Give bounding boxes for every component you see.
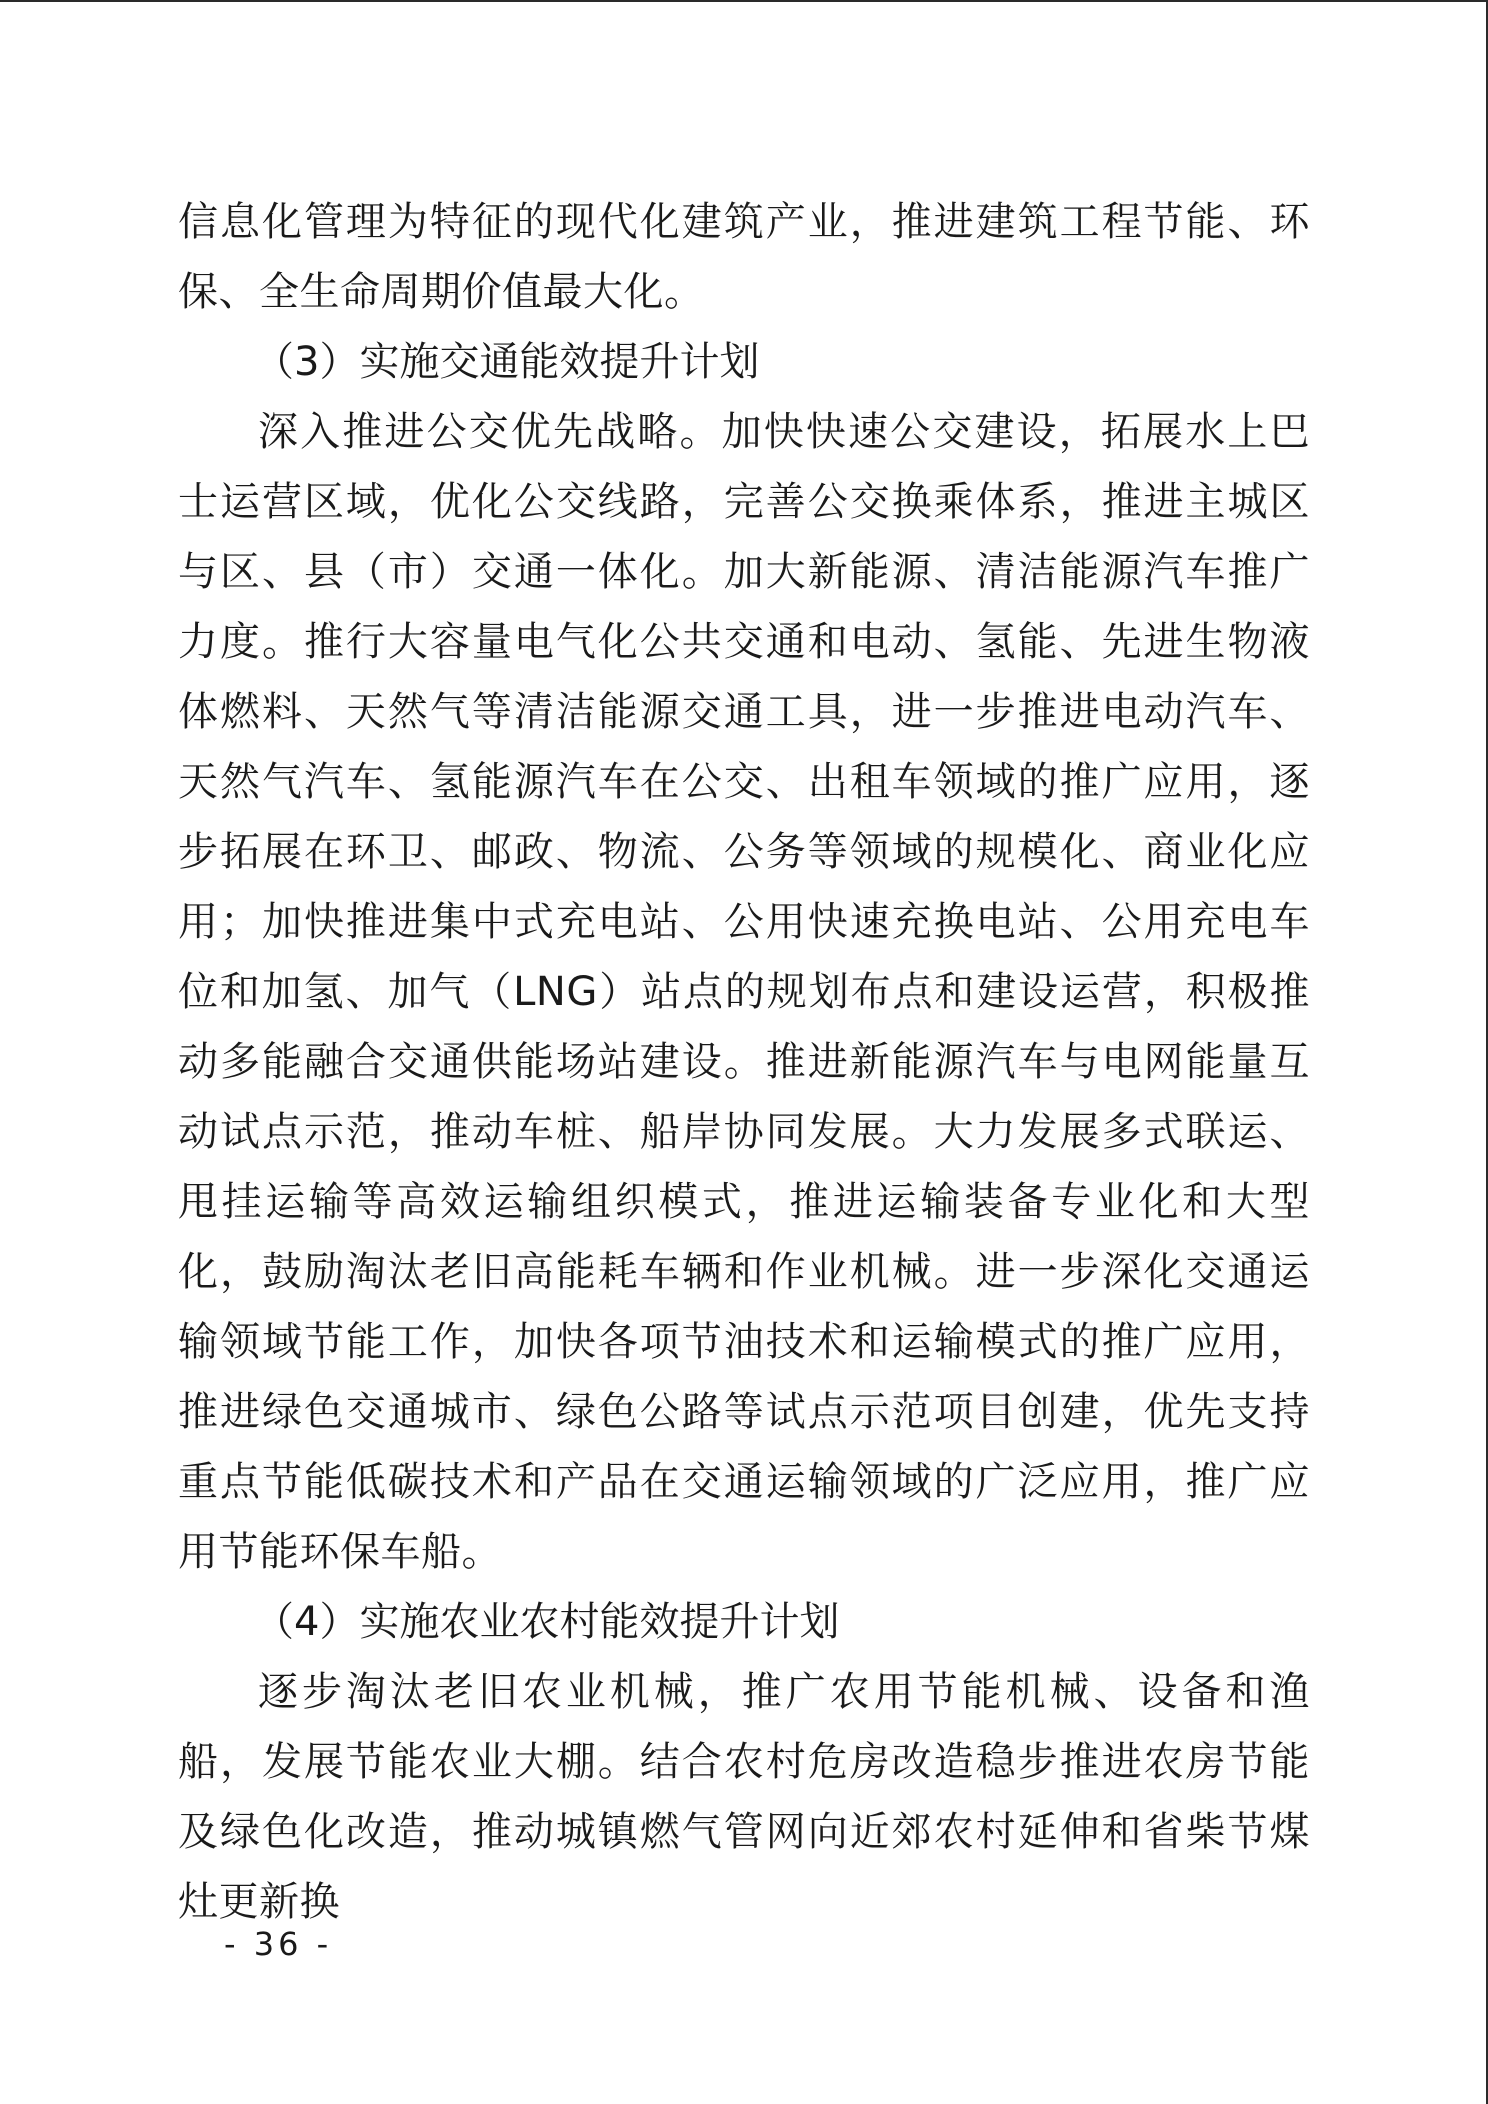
paragraph-agriculture: 逐步淘汰老旧农业机械，推广农用节能机械、设备和渔船，发展节能农业大棚。结合农村危房改造稳步推进农房节能及绿色化改造，推动城镇燃气管网向近郊农村延伸和省柴节煤灶更新换 — [178, 1669, 1310, 1925]
page-number: - 36 - — [224, 1925, 333, 1963]
section-heading-agriculture: （4）实施农业农村能效提升计划 — [254, 1599, 840, 1645]
paragraph-continuation: 信息化管理为特征的现代化建筑产业，推进建筑工程节能、环保、全生命周期价值最大化。 — [178, 199, 1310, 315]
section-heading-transport: （3）实施交通能效提升计划 — [254, 339, 760, 385]
page-top-border — [0, 0, 1488, 2]
document-body — [178, 187, 1310, 1937]
paragraph-transport: 深入推进公交优先战略。加快快速公交建设，拓展水上巴士运营区域，优化公交线路，完善公交换乘体系，推进主城区与区、县（市）交通一体化。加大新能源、清洁能源汽车推广力度。推行大容量电气化公共交通和电动、氢能、先进生物液体燃料、天然气等清洁能源交通工具，进一步推进电动汽车、天然气汽车、氢能源汽车在公交、出租车领域的推广应用，逐步拓展在环卫、邮政、物流、公务等领域的规模化、商业化应用；加快推进集中式充电站、公用快速充换电站、公用充电车位和加氢、加气（LNG）站点的规划布点和建设运营，积极推动多能融合交通供能场站建设。推进新能源汽车与电网能量互动试点示范，推动车桩、船岸协同发展。大力发展多式联运、甩挂运输等高效运输组织模式，推进运输装备专业化和大型化，鼓励淘汰老旧高能耗车辆和作业机械。进一步深化交通运输领域节能工作，加快各项节油技术和运输模式的推广应用，推进绿色交通城市、绿色公路等试点示范项目创建，优先支持重点节能低碳技术和产品在交通运输领域的广泛应用，推广应用节能环保车船。 — [178, 409, 1310, 1575]
